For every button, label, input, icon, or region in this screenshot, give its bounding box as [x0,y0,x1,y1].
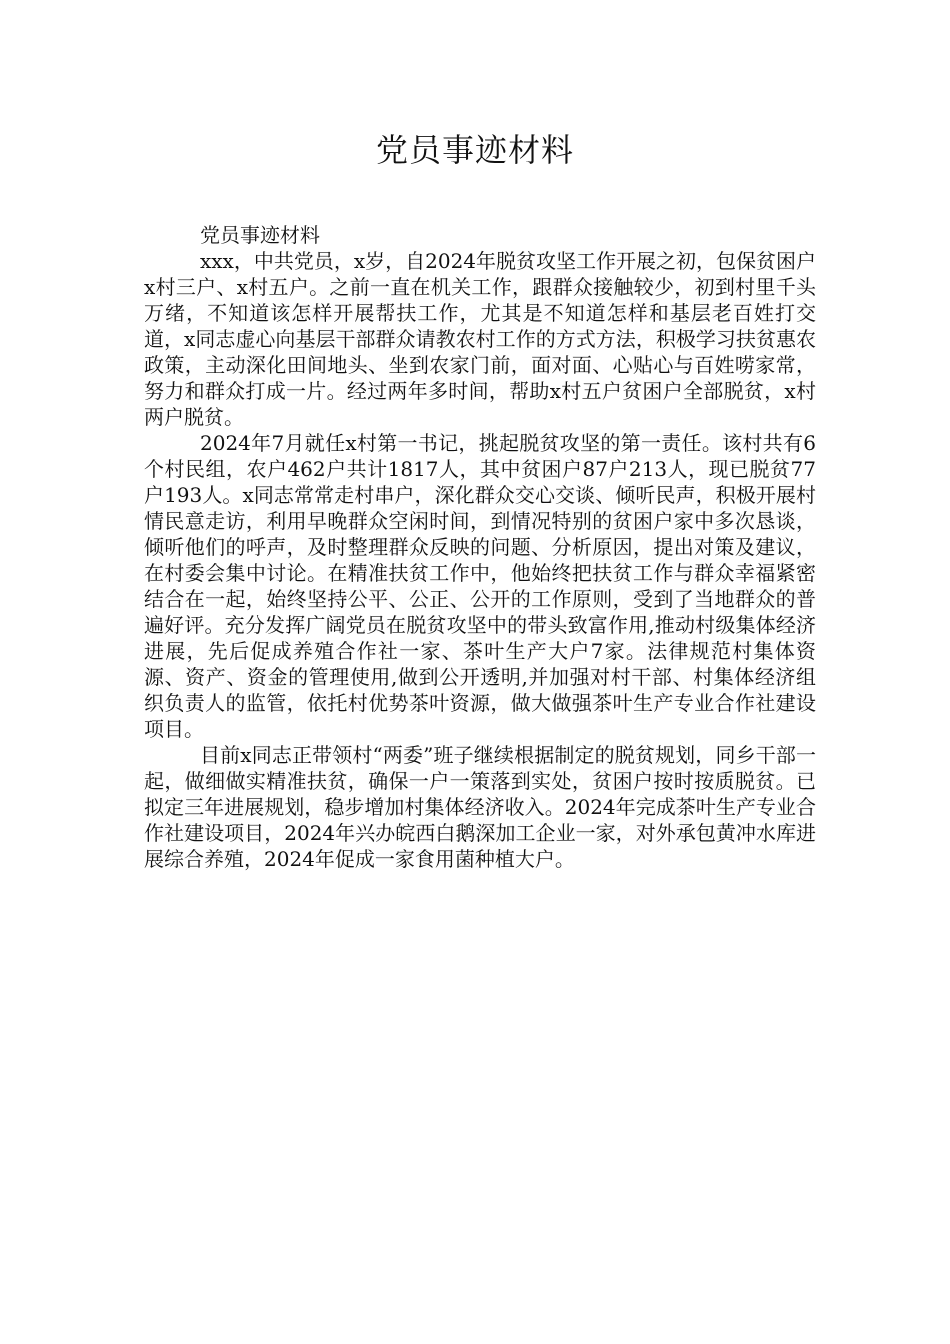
document-subtitle: 党员事迹材料 [200,223,320,247]
document-title: 党员事迹材料 [375,131,574,169]
body-paragraph: 目前x同志正带领村“两委”班子继续根据制定的脱贫规划，同乡干部一起，做细做实精准扶贫，确保一户一策落到实处，贫困户按时按质脱贫。已拟定三年进展规划，稳步增加村集体经济收入。2024年完成茶叶生产专业合作社建设项目，2024年兴办皖西白鹅深加工企业一家，对外承包黄冲水库进展综合养殖，2024年促成一家食用菌种植大户。 [144,743,816,871]
body-paragraph: 2024年7月就任x村第一书记，挑起脱贫攻坚的第一责任。该村共有6个村民组，农户462户共计1817人，其中贫困户87户213人，现已脱贫77户193人。x同志常常走村串户，深化群众交心交谈、倾听民声，积极开展村情民意走访，利用早晚群众空闲时间，到情况特别的贫困户家中多次恳谈，倾听他们的呼声，及时整理群众反映的问题、分析原因，提出对策及建议，在村委会集中讨论。在精准扶贫工作中，他始终把扶贫工作与群众幸福紧密结合在一起，始终坚持公平、公正、公开的工作原则，受到了当地群众的普遍好评。充分发挥广阔党员在脱贫攻坚中的带头致富作用,推动村级集体经济进展，先后促成养殖合作社一家、茶叶生产大户7家。法律规范村集体资源、资产、资金的管理使用,做到公开透明,并加强对村干部、村集体经济组织负责人的监管，依托村优势茶叶资源，做大做强茶叶生产专业合作社建设项目。 [144,431,816,741]
body-paragraph: xxx，中共党员，x岁，自2024年脱贫攻坚工作开展之初，包保贫困户x村三户、x村五户。之前一直在机关工作，跟群众接触较少，初到村里千头万绪，不知道该怎样开展帮扶工作，尤其是不知道怎样和基层老百姓打交道，x同志虚心向基层干部群众请教农村工作的方式方法，积极学习扶贫惠农政策，主动深化田间地头、坐到农家门前，面对面、心贴心与百姓唠家常，努力和群众打成一片。经过两年多时间，帮助x村五户贫困户全部脱贫，x村两户脱贫。 [144,249,817,429]
document-body [144,222,816,872]
